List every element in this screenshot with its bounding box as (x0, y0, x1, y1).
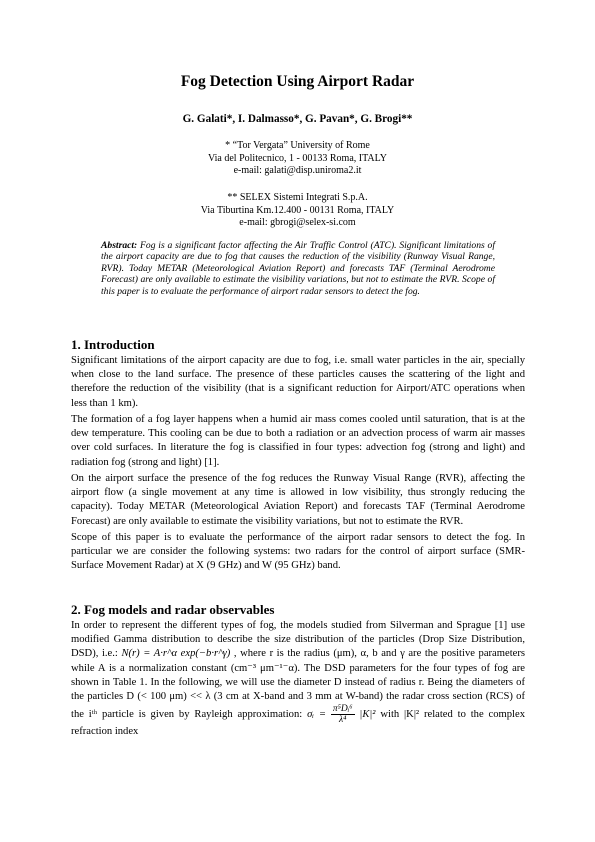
rcs-equation-denominator: λ⁴ (338, 715, 347, 726)
abstract-text: Fog is a significant factor affecting the Air Traffic Control (ATC). Significant limitations of the airport capacity are due to fog that causes the reduction of the visibility (Runway Visual Range, RVR). Today METAR (Meteorological Aviation Report) and forecasts TAF (Terminal Aerodrome Forecast) are only available to estimate the visibility variations, but not to estimate the RVR. Scope of this paper is to evaluate the performance of airport radar sensors to detect the fog. (101, 240, 495, 297)
section-1-body (71, 354, 525, 576)
rcs-equation-rhs: |K|² (359, 709, 376, 721)
section-2-text-a: In order to represent the different types of fog, the models studied from Silverman and Sprague [1] use modified Gamma distribution to describe the size distribution of the particles (Drop Size Distribution, DSD), i.e.: (71, 620, 525, 660)
rcs-equation-numerator: π⁵Dᵢ⁶ (332, 704, 353, 715)
affiliation-1-email: e-mail: galati@disp.uniroma2.it (233, 165, 362, 176)
affiliation-2-email: e-mail: gbrogi@selex-si.com (239, 217, 356, 228)
rcs-equation-fraction (331, 704, 355, 725)
section-1-paragraph-4: Scope of this paper is to evaluate the performance of the airport radar sensors to detect the fog. In particular we are consider the following systems: two radars for the control of airport surface (SMR-Surface Movement Radar) at X (9 GHz) and W (95 GHz) band. (71, 532, 525, 572)
section-2-text-c: with |K|² related to the complex refraction index (71, 709, 525, 738)
section-1-paragraph-2: The formation of a fog layer happens when a humid air mass comes cooled until saturation, that is at the dew temperature. This cooling can be due to both a radiation or an advection process of warm air masses over cold surfaces. In literature the fog is classified in four types: advection fog (strong and light) and radiation fog (strong and light) [1]. (71, 414, 525, 468)
affiliation-2-line-2: Via Tiburtina Km.12.400 - 00131 Roma, ITALY (200, 204, 395, 216)
affiliation-1-line-1: * “Tor Vergata” University of Rome (225, 140, 370, 151)
section-2-body (71, 619, 525, 742)
dsd-equation: N(r) = A·r^α exp(−b·r^γ) (121, 648, 231, 660)
abstract (101, 240, 495, 297)
paper-authors: G. Galati*, I. Dalmasso*, G. Pavan*, G. Brogi** (182, 113, 413, 125)
section-1-paragraph-1: Significant limitations of the airport capacity are due to fog, i.e. small water particles in the air, specially when close to the land surface. The presence of these particles causes the scattering of the light and therefore the reduction of the visibility (that is a significant reduction for Airport/ATC operations when less than 1 km). (71, 355, 525, 409)
section-1-paragraph-3: On the airport surface the presence of the fog reduces the Runway Visual Range (RVR), affecting the airport flow (a single movement at any time is allowed in low visibility, thus strongly reducing the capacity). Today METAR (Meteorological Aviation Report) and forecasts TAF (Terminal Aerodrome Forecast) are only available to estimate the visibility variations, but not to estimate the RVR. (71, 473, 525, 527)
affiliation-1 (0, 140, 595, 178)
paper-title: Fog Detection Using Airport Radar (180, 73, 415, 90)
affiliation-2 (0, 192, 595, 230)
abstract-label: Abstract: (101, 240, 138, 251)
section-2-heading: 2. Fog models and radar observables (71, 602, 275, 617)
rcs-equation-lhs: σᵢ = (307, 709, 326, 721)
section-2-paragraph-1 (71, 619, 525, 739)
section-2-text-b: , where r is the radius (μm), α, b and γ are the positive parameters while A is a normalization constant (cm⁻³ μm⁻¹⁻α). The DSD parameters for the four types of fog are shown in Table 1. In the following, we will use the diameter D instead of radius r. Being the diameters of the particles D (< 100 μm) << λ (3 cm at X-band and 3 mm at W-band) the radar cross section (RCS) of the iᵗʰ particle is given by Rayleigh approximation: (71, 648, 525, 721)
section-1-heading: 1. Introduction (71, 337, 155, 352)
affiliation-2-line-1: ** SELEX Sistemi Integrati S.p.A. (227, 192, 368, 203)
affiliation-1-line-2: Via del Politecnico, 1 - 00133 Roma, ITALY (208, 152, 387, 164)
